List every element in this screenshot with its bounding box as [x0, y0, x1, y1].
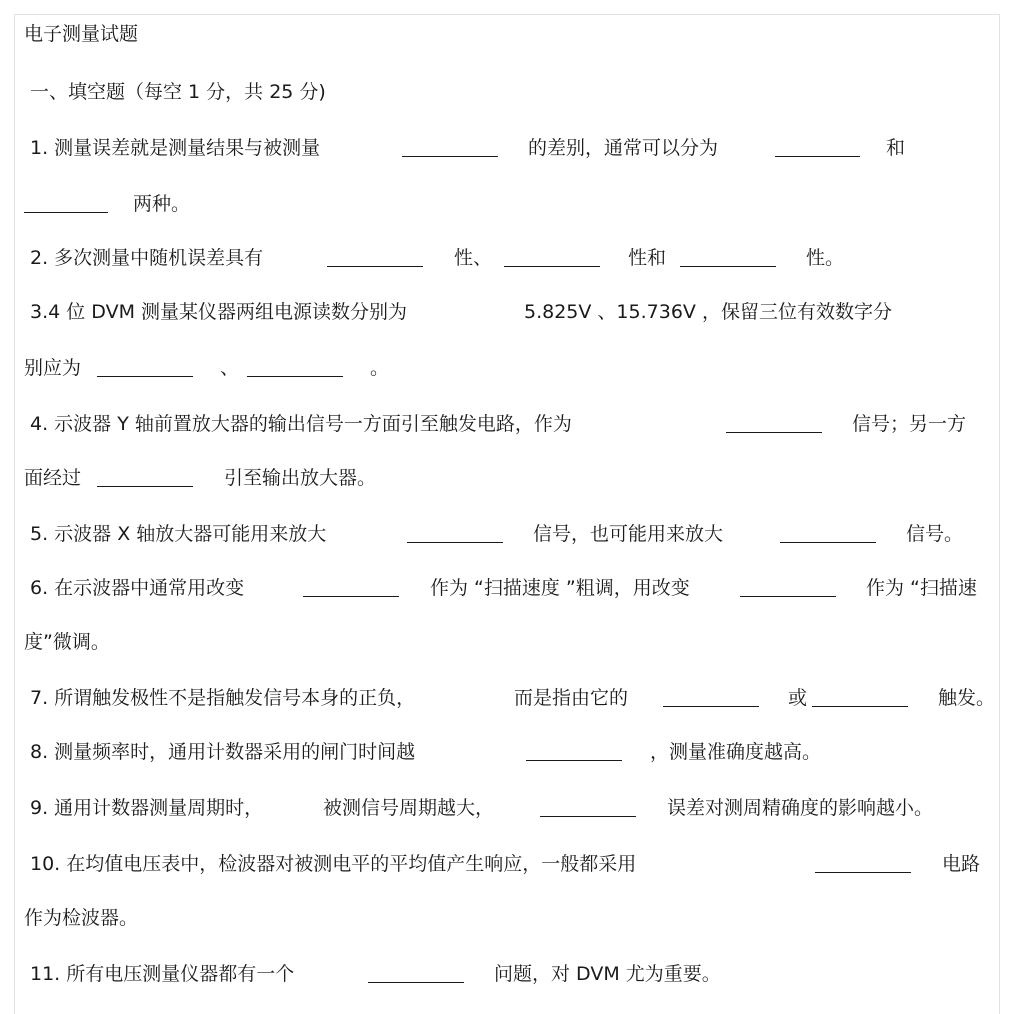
question-8-blank-1[interactable] [526, 760, 622, 761]
section-heading: 一、填空题（每空 1 分，共 25 分) [30, 81, 326, 103]
question-10-text-b: 电路 [942, 853, 981, 875]
question-11-text-a: 11. 所有电压测量仪器都有一个 [30, 963, 295, 985]
question-9-text-a: 9. 通用计数器测量周期时， [30, 797, 264, 819]
question-8-text-a: 8. 测量频率时，通用计数器采用的闸门时间越 [30, 741, 416, 763]
question-2-blank-3[interactable] [680, 266, 776, 267]
question-5-blank-1[interactable] [407, 542, 503, 543]
question-7-text-c: 或 [788, 687, 808, 709]
question-2-text-d: 性。 [806, 247, 845, 269]
question-2-blank-2[interactable] [504, 266, 600, 267]
question-9-text-b: 被测信号周期越大， [323, 797, 495, 819]
question-4-text-c: 面经过 [24, 467, 82, 489]
question-6-blank-2[interactable] [740, 596, 836, 597]
question-3-text-b: 5.825V 、15.736V ，保留三位有效数字分 [524, 301, 892, 323]
question-2-text-b: 性、 [454, 247, 493, 269]
question-8-text-b: ，测量准确度越高。 [650, 741, 822, 763]
question-4-text-b: 信号；另一方 [852, 413, 967, 435]
question-10-text-a: 10. 在均值电压表中，检波器对被测电平的平均值产生响应，一般都采用 [30, 853, 637, 875]
question-11-text-b: 问题，对 DVM 尤为重要。 [494, 963, 721, 985]
question-7-blank-2[interactable] [812, 706, 908, 707]
question-9-text-c: 误差对测周精确度的影响越小。 [667, 797, 934, 819]
question-4-blank-2[interactable] [97, 486, 193, 487]
question-10-text-c: 作为检波器。 [24, 907, 139, 929]
question-6-text-c: 作为 “扫描速 [866, 577, 977, 599]
question-6-text-d: 度”微调。 [24, 631, 110, 653]
question-3-blank-2[interactable] [247, 376, 343, 377]
question-4-text-a: 4. 示波器 Y 轴前置放大器的输出信号一方面引至触发电路，作为 [30, 413, 572, 435]
document-title: 电子测量试题 [24, 23, 139, 45]
question-2-blank-1[interactable] [327, 266, 423, 267]
question-1-text-a: 1. 测量误差就是测量结果与被测量 [30, 137, 321, 159]
question-5-text-b: 信号，也可能用来放大 [533, 523, 724, 545]
question-7-text-b: 而是指由它的 [514, 687, 629, 709]
question-5-text-c: 信号。 [906, 523, 964, 545]
question-1-text-c: 和 [886, 137, 906, 159]
question-5-text-a: 5. 示波器 X 轴放大器可能用来放大 [30, 523, 327, 545]
question-6-text-b: 作为 “扫描速度 ”粗调，用改变 [430, 577, 690, 599]
question-3-text-a: 3.4 位 DVM 测量某仪器两组电源读数分别为 [30, 301, 408, 323]
question-3-text-d: 、 [220, 357, 240, 379]
question-7-text-a: 7. 所谓触发极性不是指触发信号本身的正负， [30, 687, 416, 709]
question-6-text-a: 6. 在示波器中通常用改变 [30, 577, 245, 599]
question-7-text-d: 触发。 [938, 687, 996, 709]
question-10-blank-1[interactable] [815, 872, 911, 873]
question-3-text-c: 别应为 [24, 357, 82, 379]
question-4-blank-1[interactable] [726, 432, 822, 433]
question-6-blank-1[interactable] [303, 596, 399, 597]
question-1-text-b: 的差别，通常可以分为 [528, 137, 719, 159]
question-3-text-e: 。 [370, 357, 390, 379]
question-3-blank-1[interactable] [97, 376, 193, 377]
question-2-text-a: 2. 多次测量中随机误差具有 [30, 247, 264, 269]
question-5-blank-2[interactable] [780, 542, 876, 543]
question-1-text-d: 两种。 [133, 193, 191, 215]
question-1-blank-2[interactable] [775, 156, 860, 157]
question-4-text-d: 引至输出放大器。 [224, 467, 377, 489]
question-1-blank-3[interactable] [24, 212, 108, 213]
question-11-blank-1[interactable] [368, 982, 464, 983]
question-7-blank-1[interactable] [663, 706, 759, 707]
question-1-blank-1[interactable] [402, 156, 498, 157]
question-9-blank-1[interactable] [540, 816, 636, 817]
question-2-text-c: 性和 [628, 247, 667, 269]
